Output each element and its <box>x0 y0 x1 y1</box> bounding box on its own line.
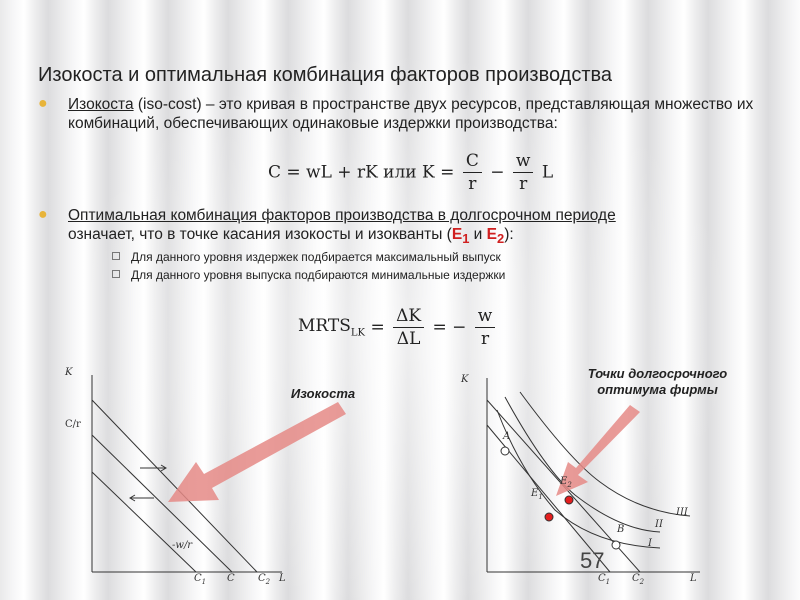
left-axis-l: L <box>279 573 286 584</box>
fraction-c-over-r: $\frac{C}{r}$ <box>463 150 482 195</box>
label-b: B <box>617 524 625 535</box>
optimum-callout: Точки долгосрочного оптимума фирмы <box>587 366 728 397</box>
point-b <box>612 541 620 549</box>
left-c: C <box>227 573 235 584</box>
point-e1 <box>545 513 553 521</box>
bullet-dot-icon: ● <box>38 206 48 223</box>
label-e1: $E_1$ <box>531 488 543 501</box>
right-axis-l: L <box>690 573 697 584</box>
bullet-optimum: ● Оптимальная комбинация факторов производства в долгосрочном периоде означает, что в точке касания изокосты и изокванты ($E_1$ и $E_2$): <box>38 206 616 247</box>
label-isoquant-2: II <box>655 519 663 530</box>
left-slope: -w/r <box>172 540 193 551</box>
point-e2 <box>565 496 573 504</box>
isocost-formula: C = wL + rK или K = $\frac{C}{r}$ − $\frac{w}{r}$ L <box>268 151 554 194</box>
formula1-lhs: C = wL + rK или K = <box>268 162 455 183</box>
point-e1-label: $E_1$ <box>451 226 470 247</box>
left-axis-k: K <box>65 367 73 378</box>
fraction-w-over-r: $\frac{w}{r}$ <box>513 150 534 195</box>
bullet-dot-icon: ● <box>38 95 48 112</box>
slide-title: Изокоста и оптимальная комбинация факторов производства <box>38 64 613 86</box>
isocost-callout: Изокоста <box>290 386 356 401</box>
right-c1: $C_1$ <box>598 573 611 586</box>
fraction-dk-over-dl: $\frac{\Delta K}{\Delta L}$ <box>393 305 424 350</box>
list-item: Для данного уровня издержек подбирается максимальный выпуск <box>112 248 505 266</box>
label-isoquant-1: I <box>648 538 652 549</box>
isoquant-3 <box>520 392 690 516</box>
slide-number: 57 <box>580 548 605 573</box>
right-axis-k: K <box>461 374 469 385</box>
list-item: Для данного уровня выпуска подбираются минимальные издержки <box>112 266 505 284</box>
isocost-definition: (iso-cost) – это кривая в пространстве двух ресурсов, представляющая множество их комбинаций, обеспечивающих одинаковые издержки производства: <box>68 96 754 132</box>
mrts-formula: $MRTS_{LK}$ = $\frac{\Delta K}{\Delta L}$ = − $\frac{w}{r}$ <box>298 305 498 350</box>
label-a: A <box>503 431 511 442</box>
point-a <box>501 447 509 455</box>
left-c1: $C_1$ <box>194 573 207 586</box>
mrts-symbol: $MRTS_{LK}$ <box>298 316 366 339</box>
isocost-term: Изокоста <box>68 96 134 113</box>
optimum-term: Оптимальная комбинация факторов производства в долгосрочном периоде <box>68 207 616 224</box>
label-isoquant-3: III <box>676 507 688 518</box>
point-e2-label: $E_2$ <box>486 226 505 247</box>
label-e2: $E_2$ <box>560 476 572 489</box>
fraction-w-over-r-2: $\frac{w}{r}$ <box>475 305 496 350</box>
left-c2: $C_2$ <box>258 573 271 586</box>
right-c2: $C_2$ <box>632 573 645 586</box>
left-c-over-r: C/r <box>65 419 81 430</box>
